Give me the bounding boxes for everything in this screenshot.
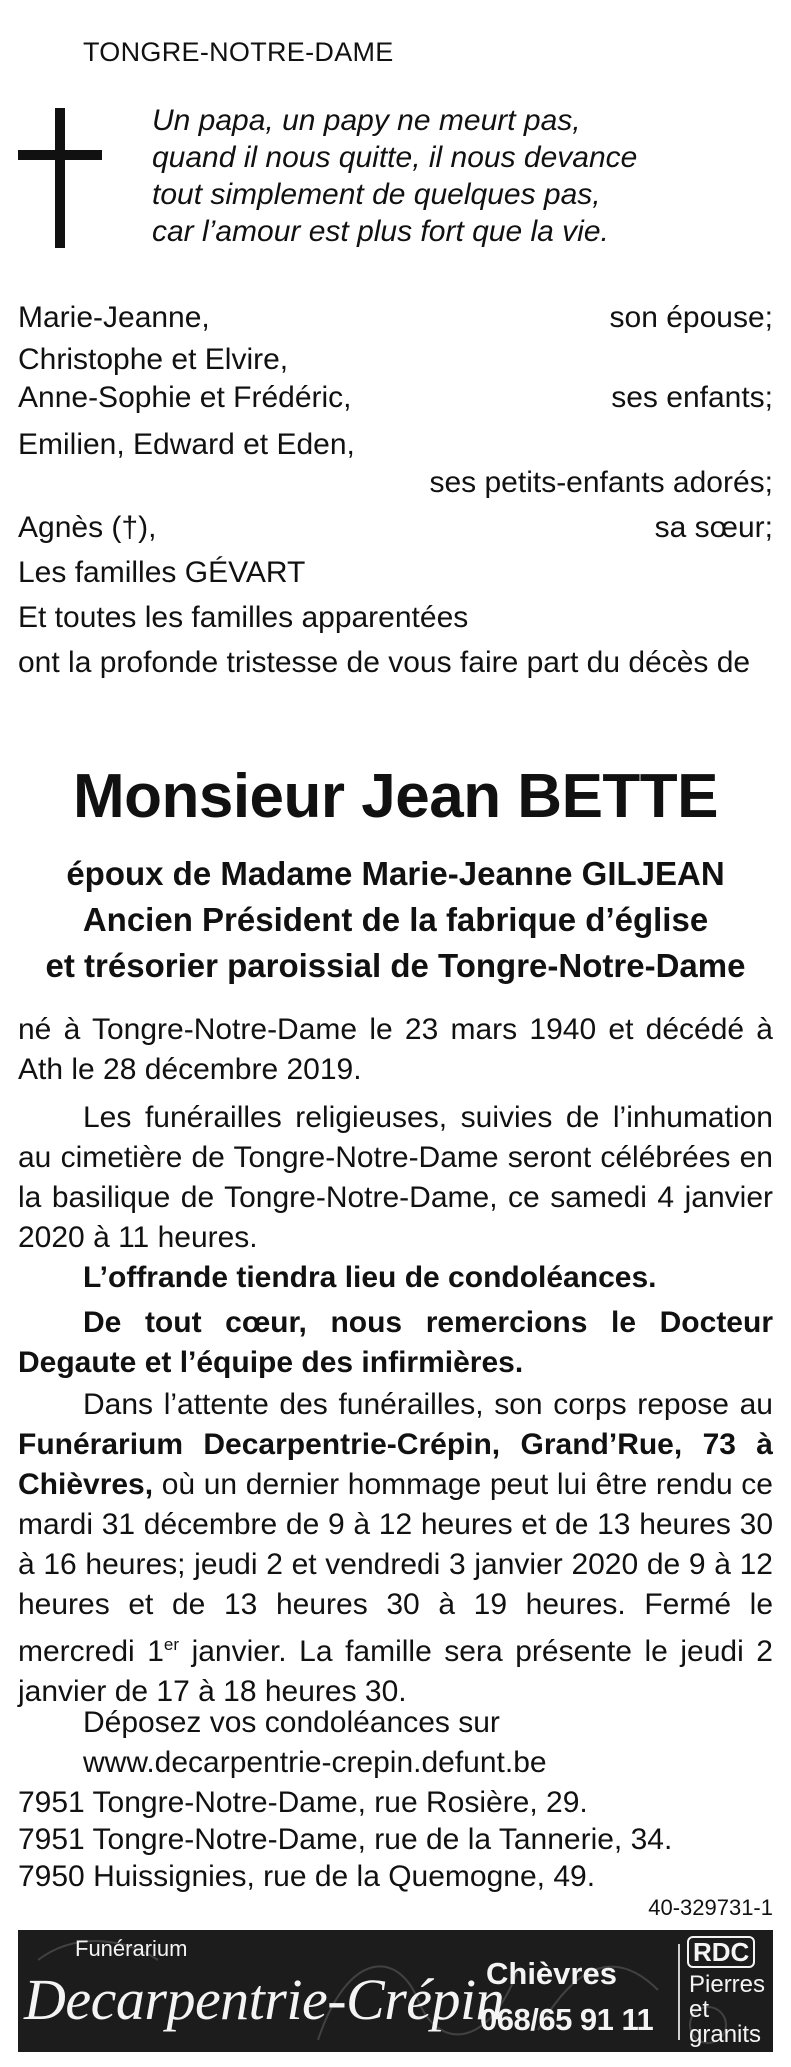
sister-role: sa sœur; — [654, 511, 773, 544]
children-role: ses enfants; — [611, 381, 773, 414]
spouse-name: Marie-Jeanne, — [18, 301, 210, 334]
poem-line: Un papa, un papy ne meurt pas, — [152, 104, 581, 137]
deceased-title-1: Ancien Président de la fabrique d’église — [82, 901, 709, 938]
poem-line: quand il nous quitte, il nous devance — [152, 141, 638, 174]
family-row-families — [18, 553, 773, 593]
offering-text: L’offrande tiendra lieu de condoléances. — [83, 1261, 657, 1294]
children-line1: Christophe et Elvire, — [18, 343, 289, 376]
deceased-name: Monsieur Jean BETTE — [72, 762, 719, 831]
reference-number: 40-329731-1 — [648, 1895, 773, 1920]
deceased-title-2: et trésorier paroissial de Tongre-Notre-Dame — [45, 947, 746, 984]
granits-label: et granits — [689, 1996, 762, 2048]
birth-death-text: né à Tongre-Notre-Dame le 23 mars 1940 et décédé à Ath le 28 décembre 2019. — [18, 1013, 773, 1086]
visitation-place: Funérarium Decarpentrie-Crépin, Grand’Rue, 73 à Chièvres, — [18, 1428, 773, 1501]
sister-name: Agnès (†), — [18, 511, 157, 544]
thanks-text: De tout cœur, nous remercions le Docteur Degaute et l’équipe des infirmières. — [18, 1306, 773, 1379]
funeral-home-banner — [18, 1930, 773, 2052]
brand-name: Decarpentrie-Crépin — [24, 1967, 505, 2032]
deceased-spouse: époux de Madame Marie-Jeanne GILJEAN — [66, 855, 725, 892]
rdc-logo: RDC — [687, 1936, 755, 1968]
address-line: 7951 Tongre-Notre-Dame, rue Rosière, 29. — [18, 1786, 588, 1819]
family-row-related — [18, 598, 773, 638]
family-row-children-1 — [18, 340, 773, 380]
address-line: 7950 Huissignies, rue de la Quemogne, 49. — [18, 1860, 596, 1893]
village-heading: TONGRE-NOTRE-DAME — [83, 37, 394, 67]
cross-icon — [18, 108, 102, 248]
funerarium-label: Funérarium — [75, 1936, 188, 1961]
visitation-intro: Dans l’attente des funérailles, son corps repose au — [83, 1388, 773, 1421]
grandchildren-names: Emilien, Edward et Eden, — [18, 428, 355, 461]
condolences-label: Déposez vos condoléances sur — [83, 1706, 500, 1739]
visitation-text — [18, 1385, 773, 1712]
family-row-grandchildren-role — [18, 463, 773, 503]
visitation-hours: où un dernier hommage peut lui être rendu ce mardi 31 décembre de 9 à 12 heures et de 13 heures 30 à 16 heures; jeudi 2 et vendredi 3 janvier 2020 de 9 à 12 heures et de 13 heures 30 à 19 heures. Fermé le mercredi 1 — [18, 1468, 773, 1668]
visitation-family: janvier. La famille sera présente le jeudi 2 janvier de 17 à 18 heures 30. — [18, 1635, 773, 1708]
poem — [152, 102, 637, 250]
funeral-text: Les funérailles religieuses, suivies de l’inhumation au cimetière de Tongre-Notre-Dame seront célébrées en la basilique de Tongre-Notre-Dame, ce samedi 4 janvier 2020 à 11 heures. — [18, 1101, 773, 1254]
ordinal-suffix: er — [163, 1635, 180, 1654]
related-text: Et toutes les familles apparentées — [18, 601, 469, 634]
family-row-sister — [18, 508, 773, 548]
poem-line: tout simplement de quelques pas, — [152, 178, 601, 211]
children-line2: Anne-Sophie et Frédéric, — [18, 381, 352, 414]
poem-line: car l’amour est plus fort que la vie. — [152, 215, 609, 248]
spouse-role: son épouse; — [609, 301, 773, 334]
stones-text — [689, 1972, 773, 2047]
divider — [678, 1944, 680, 2040]
condolences-url[interactable]: www.decarpentrie-crepin.defunt.be — [83, 1746, 547, 1779]
pierres-label: Pierres — [689, 1971, 766, 1998]
family-row-children-2 — [18, 378, 773, 418]
grandchildren-role: ses petits-enfants adorés; — [429, 466, 773, 499]
announcement-text: ont la profonde tristesse de vous faire part du décès de — [18, 646, 751, 679]
family-row-spouse — [18, 298, 773, 338]
phone-number: 068/65 91 11 — [480, 2002, 654, 2037]
family-row-grandchildren — [18, 425, 773, 465]
families-text: Les familles GÉVART — [18, 556, 306, 589]
address-line: 7951 Tongre-Notre-Dame, rue de la Tannerie, 34. — [18, 1823, 673, 1856]
city-name: Chièvres — [486, 1956, 617, 1991]
